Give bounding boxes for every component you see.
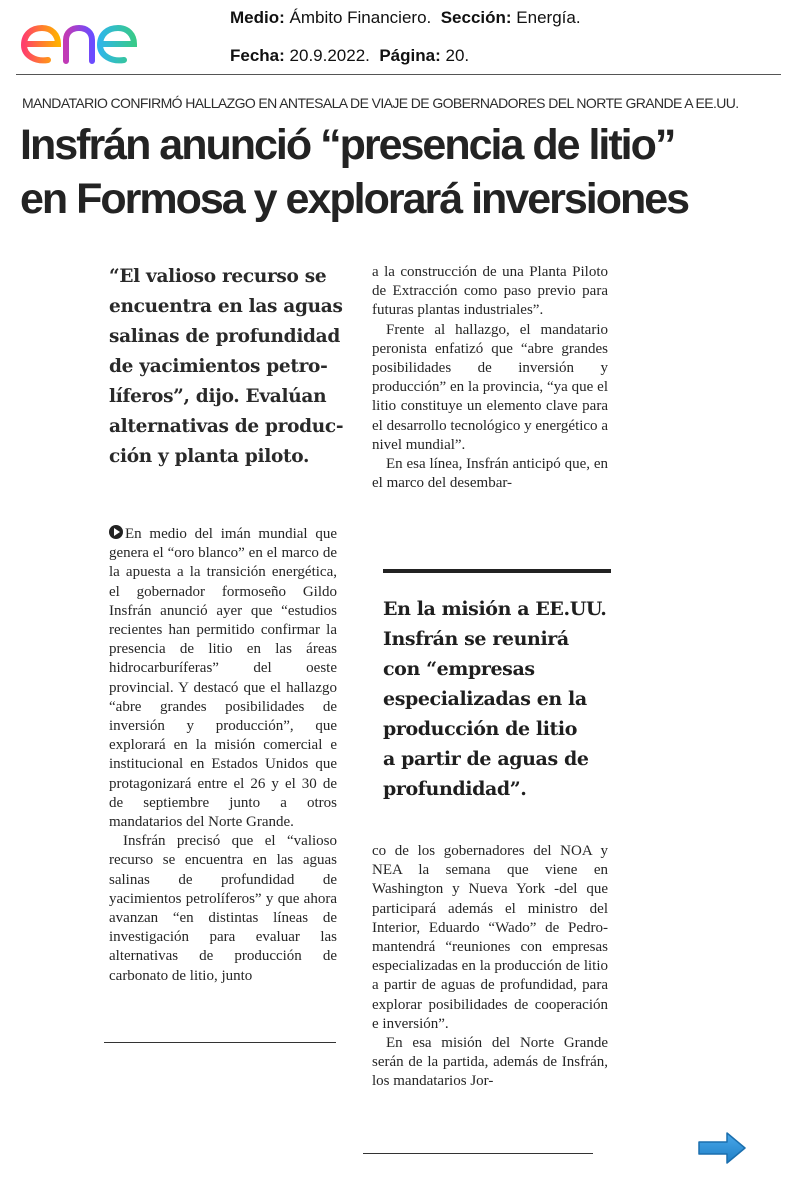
article-kicker: MANDATARIO CONFIRMÓ HALLAZGO EN ANTESALA DE VIAJE DE GOBERNADORES DEL NORTE GRANDE A EE.UU. [22,95,739,111]
body-column-right-top [372,263,608,545]
column-end-rule-right [363,1153,593,1154]
pull-quote-line: producción de litio [383,718,578,740]
body-column-right-bottom [372,842,608,1120]
lead-line: encuentra en las aguas [109,296,343,317]
pull-quote-line: profundidad”. [383,778,527,800]
lead-line: líferos”, dijo. Evalúan [109,386,327,407]
body-paragraph: En esa misión del Norte Grande serán de la partida, además de Insfrán, los mandatarios Jor- [372,1035,608,1090]
fecha-value: 20.9.2022. [289,46,370,65]
headline-line: Insfrán anunció “presencia de litio” [20,121,675,169]
lead-line: salinas de profundidad [109,326,341,347]
lead-line: alternativas de produc- [109,416,344,437]
lead-line: de yacimientos petro- [109,356,328,377]
article-lead [109,262,344,472]
pull-quote-rule [383,569,611,573]
body-paragraph-text: En medio del imán mundial que genera el “oro blanco” en el marco de la apuesta a la transición energética, el gobernador formoseño Gildo Insfrán anunció ayer que “estudios recientes han permitido confirmar la presencia de litio en las áreas hidrocarburíferas” del oeste provincial. Y destacó que el hallazgo “abre grandes posibilidades de inversión y producción”, que explorará en la misión comercial e institucional en Estados Unidos que protagonizará entre el 26 y el 30 de de septiembre junto a otros mandatarios del Norte Grande. [109,526,337,831]
body-paragraph: Frente al hallazgo, el mandatario peronista enfatizó que “abre grandes posibilidades de inversión y producción” en la provincia, “ya que el litio constituye un elemento clave para el desarrollo tecnológico y energético a nivel mundial”. [372,321,608,453]
body-paragraph: co de los gobernadores del NOA y NEA la semana que viene en Washington y Nueva York -del que participará además el ministro del Interior, Eduardo “Wado” de Pedro- mantendrá “reuniones con empresas especializadas en la producción de litio a partir de aguas de profundidad, para explorar posibilidades de cooperación e inversión”. [372,843,608,1032]
article-headline [20,118,790,226]
seccion-value: Energía. [516,8,581,27]
lead-line: “El valioso recurso se [109,266,327,287]
pull-quote-line: con “empresas [383,658,535,680]
pull-quote-line: a partir de aguas de [383,748,589,770]
body-paragraph [109,525,337,832]
header-divider [16,74,781,75]
meta-line-fecha-pagina [230,46,469,66]
pull-quote-line: especializadas en la [383,688,587,710]
arrow-right-icon[interactable] [697,1131,747,1165]
play-bullet-icon [109,525,123,539]
body-paragraph: a la construcción de una Planta Piloto de Extracción como paso previo para futuras plantas industriales”. [372,264,608,319]
seccion-label: Sección: [440,8,512,27]
pagina-value: 20. [445,46,470,65]
body-paragraph: Insfrán precisó que el “valioso recurso se encuentra en las aguas salinas de profundidad de yacimientos petrolíferos” y que ahora avanzan “en distintas líneas de investigación para evaluar las alternativas de producción de carbonato de litio, junto [109,833,337,984]
pull-quote-line: En la misión a EE.UU. [383,598,607,620]
column-end-rule-left [104,1042,336,1043]
body-paragraph: En esa línea, Insfrán anticipó que, en el marco del desembar- [372,456,608,492]
fecha-label: Fecha: [230,46,285,65]
pull-quote-line: Insfrán se reunirá [383,628,569,650]
medio-value: Ámbito Financiero. [289,8,432,27]
pagina-label: Página: [379,46,441,65]
headline-line: en Formosa y explorará inversiones [20,175,689,223]
pull-quote [383,594,623,804]
lead-line: ción y planta piloto. [109,446,310,467]
meta-line-medio-seccion [230,8,581,28]
enel-logo [18,8,168,68]
body-column-left [109,525,337,1021]
medio-label: Medio: [230,8,285,27]
